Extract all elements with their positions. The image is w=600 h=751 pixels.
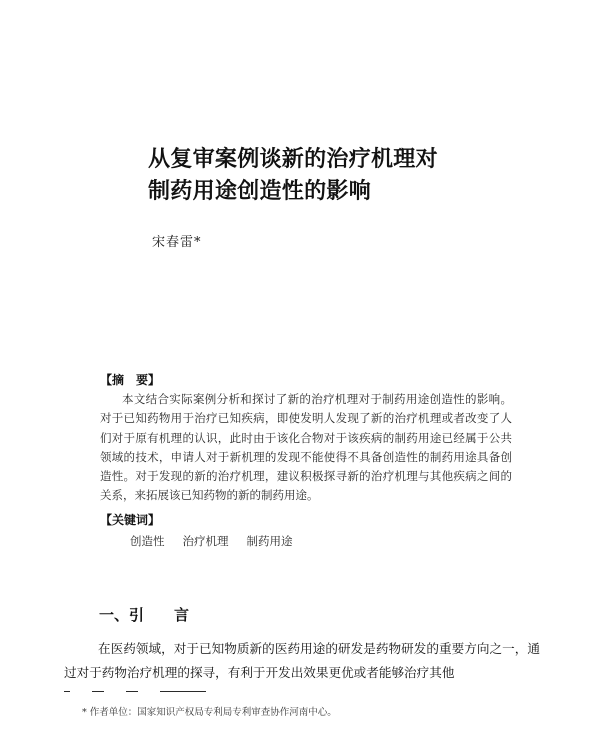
author-name: 宋春雷* bbox=[152, 235, 202, 250]
keywords-list bbox=[130, 530, 512, 552]
abstract-text: 本文结合实际案例分析和探讨了新的治疗机理对于制药用途创造性的影响。对于已知药物用于治疗已知疾病，即使发明人发现了新的治疗机理或者改变了人们对于原有机理的认识，此时由于该化合物对于该疾病的制药用途已经属于公共领域的技术，申请人对于新机理的发现不能使得不具备创造性的制药用途具备创造性。对于发现的新的治疗机理，建议积极探寻新的治疗机理与其他疾病之间的关系，来拓展该已知药物的新的制药用途。 bbox=[100, 392, 512, 503]
section-heading-introduction: 一、引 言 bbox=[99, 606, 190, 624]
title-line-2: 制药用途创造性的影响 bbox=[148, 179, 372, 204]
keyword-item: 创造性 bbox=[130, 533, 165, 548]
body-paragraph: 在医药领域，对于已知物质新的医药用途的研发是药物研发的重要方向之一，通过对于药物治疗机理的探寻，有利于开发出效果更优或者能够治疗其他 bbox=[64, 641, 540, 680]
title-line-1: 从复审案例谈新的治疗机理对 bbox=[148, 147, 438, 172]
body-section bbox=[64, 637, 540, 685]
footnote-author-affiliation: * 作者单位：国家知识产权局专利局专利审查协作河南中心。 bbox=[82, 707, 337, 718]
abstract-label: 【摘 要】 bbox=[100, 373, 161, 387]
abstract-section bbox=[100, 370, 512, 552]
keyword-item: 制药用途 bbox=[246, 533, 293, 548]
keyword-item: 治疗机理 bbox=[182, 533, 229, 548]
separator-dash bbox=[92, 691, 104, 692]
footnote-separator bbox=[64, 691, 206, 692]
separator-dash bbox=[64, 691, 70, 692]
article-title bbox=[148, 144, 468, 208]
separator-dash bbox=[160, 691, 206, 692]
separator-dash bbox=[126, 691, 138, 692]
keywords-label: 【关键词】 bbox=[100, 512, 161, 527]
